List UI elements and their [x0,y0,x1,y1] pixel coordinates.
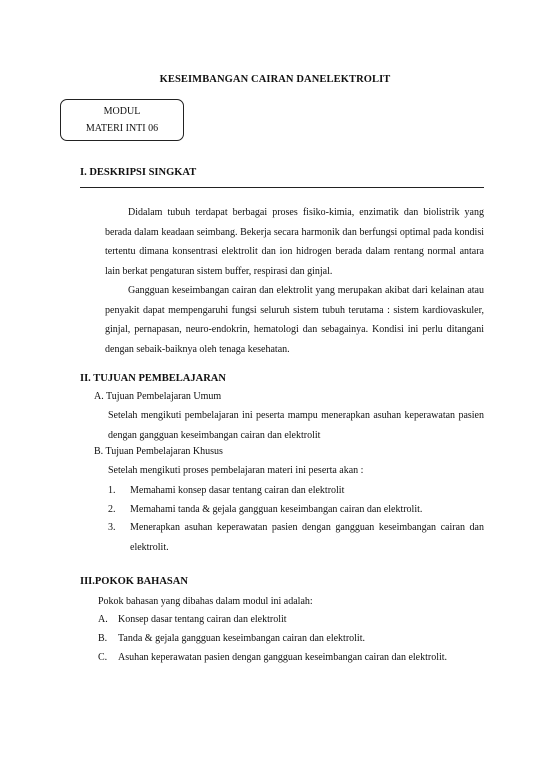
document-title: KESEIMBANGAN CAIRAN DANELEKTROLIT [159,74,391,85]
objective-b-label: B. Tujuan Pembelajaran Khusus [94,446,223,457]
list-item-number: 2. [108,504,116,515]
section-2-heading: II. TUJUAN PEMBELAJARAN [80,373,226,384]
list-item-text: Menerapkan asuhan keperawatan pasien dengan gangguan keseimbangan cairan dan elektrolit. [130,522,484,553]
section-1-heading: I. DESKRIPSI SINGKAT [80,167,197,178]
list-item-label: A. [98,614,108,625]
list-item-text: Asuhan keperawatan pasien dengan gangguan keseimbangan cairan dan elektrolit. [118,652,448,663]
objective-a-text: Setelah mengikuti pembelajaran ini peserta mampu menerapkan asuhan keperawatan pasien dengan gangguan keseimbangan cairan dan elektrolit [108,410,484,441]
objective-b-intro: Setelah mengikuti proses pembelajaran materi ini peserta akan : [108,465,364,476]
module-subtitle: MATERI INTI 06 [85,123,159,134]
list-item-text: Konsep dasar tentang cairan dan elektrolit [118,614,287,625]
section-divider [80,187,484,188]
list-item-number: 1. [108,485,116,496]
list-item-number: 3. [108,522,116,533]
section-3-intro: Pokok bahasan yang dibahas dalam modul ini adalah: [98,596,313,607]
list-item-label: B. [98,633,108,644]
section-1-paragraph-1: Didalam tubuh terdapat berbagai proses fisiko-kimia, enzimatik dan biolistrik yang berada dalam keadaan seimbang. Bekerja secara harmonik dan berfungsi optimal pada kondisi tertentu dimana konsentrasi elektrolit dan ion hidrogen berada dalam rentang normal antara lain berkat pengaturan sistem buffer, respirasi dan ginjal. [105,207,484,277]
list-item-text: Memahami konsep dasar tentang cairan dan elektrolit [130,485,345,496]
objective-a-label: A. Tujuan Pembelajaran Umum [94,391,222,402]
section-1-paragraph-2: Gangguan keseimbangan cairan dan elektrolit yang merupakan akibat dari kelainan atau penyakit dapat mempengaruhi fungsi seluruh sistem tubuh terutama : sistem kardiovaskuler, ginjal, pernapasan, neuro-endokrin, hematologi dan sebagainya. Kondisi ini perlu ditangani dengan sebaik-baiknya oleh tenaga kesehatan. [105,285,484,355]
section-3-heading: III.POKOK BAHASAN [80,576,188,587]
module-box [60,99,184,141]
list-item-text: Memahami tanda & gejala gangguan keseimbangan cairan dan elektrolit. [130,504,423,515]
list-item-label: C. [98,652,108,663]
list-item-text: Tanda & gejala gangguan keseimbangan cairan dan elektrolit. [118,633,365,644]
module-label: MODUL [103,106,141,117]
